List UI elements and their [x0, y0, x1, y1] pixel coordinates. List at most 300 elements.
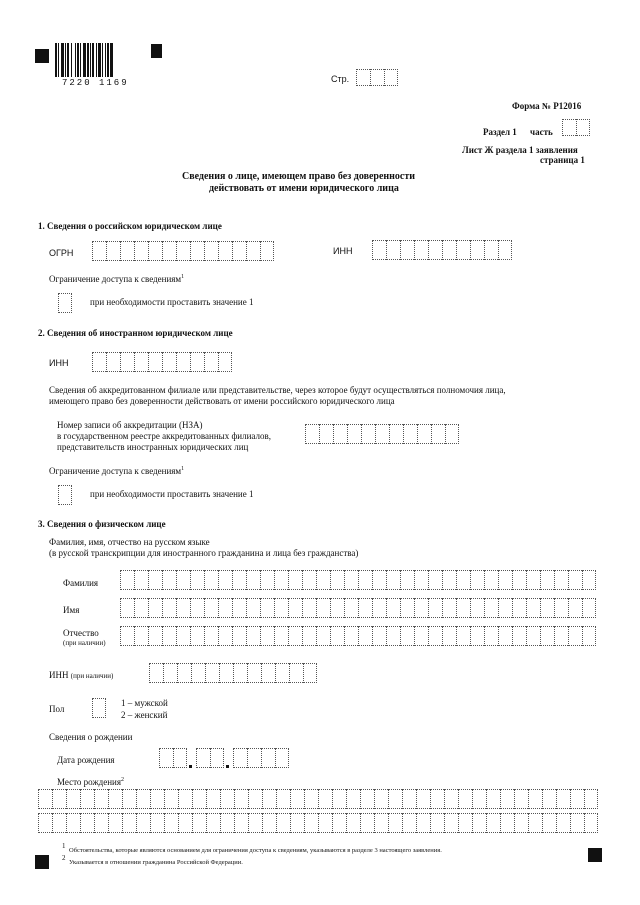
input-cell[interactable] — [92, 352, 106, 372]
input-cell[interactable] — [206, 813, 220, 833]
input-cell[interactable] — [220, 813, 234, 833]
input-cell[interactable] — [414, 598, 428, 618]
input-cell[interactable] — [386, 240, 400, 260]
section1-heading: 1. Сведения о российском юридическом лице — [38, 221, 222, 231]
input-cell[interactable] — [178, 789, 192, 809]
input-cell[interactable] — [486, 789, 500, 809]
input-cell[interactable] — [570, 813, 584, 833]
corner-marker-top-right — [151, 44, 162, 58]
input-cell[interactable] — [134, 598, 148, 618]
part-field[interactable] — [562, 119, 590, 136]
barcode-bar — [71, 43, 72, 77]
barcode-bar — [102, 43, 103, 77]
input-cell[interactable] — [470, 598, 484, 618]
nza-field[interactable] — [305, 424, 459, 444]
birth-year-field[interactable] — [233, 748, 289, 768]
page-subtitle: действовать от имени юридического лица — [209, 183, 399, 194]
input-cell[interactable] — [361, 424, 375, 444]
input-cell[interactable] — [512, 570, 526, 590]
input-cell[interactable] — [486, 813, 500, 833]
input-cell[interactable] — [445, 424, 459, 444]
input-cell[interactable] — [456, 626, 470, 646]
input-cell[interactable] — [164, 813, 178, 833]
input-cell[interactable] — [456, 570, 470, 590]
input-cell[interactable] — [290, 789, 304, 809]
input-cell[interactable] — [234, 789, 248, 809]
gender-option-2: 2 – женский — [121, 710, 168, 720]
input-cell[interactable] — [218, 626, 232, 646]
input-cell[interactable] — [484, 598, 498, 618]
input-cell[interactable] — [248, 789, 262, 809]
input-cell[interactable] — [498, 570, 512, 590]
footnote-2: Указывается в отношении гражданина Российской Федерации. — [69, 859, 243, 866]
input-cell[interactable] — [162, 598, 176, 618]
input-cell[interactable] — [191, 663, 205, 683]
input-cell[interactable] — [318, 813, 332, 833]
input-cell[interactable] — [498, 598, 512, 618]
input-cell[interactable] — [274, 570, 288, 590]
input-cell[interactable] — [372, 598, 386, 618]
input-cell[interactable] — [246, 626, 260, 646]
input-cell[interactable] — [330, 626, 344, 646]
input-cell[interactable] — [444, 789, 458, 809]
input-cell[interactable] — [528, 789, 542, 809]
input-cell[interactable] — [318, 789, 332, 809]
sheet-label: Лист Ж раздела 1 заявления — [462, 145, 578, 155]
input-cell[interactable] — [540, 626, 554, 646]
input-cell[interactable] — [582, 598, 596, 618]
input-cell[interactable] — [177, 663, 191, 683]
input-cell[interactable] — [386, 598, 400, 618]
input-cell[interactable] — [134, 626, 148, 646]
input-cell[interactable] — [232, 626, 246, 646]
input-cell[interactable] — [568, 598, 582, 618]
input-cell[interactable] — [514, 813, 528, 833]
input-cell[interactable] — [148, 626, 162, 646]
input-cell[interactable] — [542, 813, 556, 833]
input-cell[interactable] — [204, 570, 218, 590]
input-cell[interactable] — [444, 813, 458, 833]
input-cell[interactable] — [288, 570, 302, 590]
input-cell[interactable] — [388, 813, 402, 833]
input-cell[interactable] — [582, 570, 596, 590]
input-cell[interactable] — [372, 240, 386, 260]
gender-option-1: 1 – мужской — [121, 698, 168, 708]
input-cell[interactable] — [556, 813, 570, 833]
barcode-bar — [92, 43, 94, 77]
input-cell[interactable] — [430, 813, 444, 833]
input-cell[interactable] — [276, 813, 290, 833]
patronymic-field[interactable] — [120, 626, 596, 646]
input-cell[interactable] — [344, 598, 358, 618]
input-cell[interactable] — [417, 424, 431, 444]
input-cell[interactable] — [374, 813, 388, 833]
input-cell[interactable] — [344, 570, 358, 590]
barcode-bar — [105, 43, 106, 77]
input-cell[interactable] — [442, 598, 456, 618]
nza-label-2: в государственном реестре аккредитованных филиалов, — [57, 431, 271, 441]
ogrn-label: ОГРН — [49, 248, 74, 258]
input-cell[interactable] — [386, 626, 400, 646]
input-cell[interactable] — [540, 570, 554, 590]
input-cell[interactable] — [80, 813, 94, 833]
input-cell[interactable] — [528, 813, 542, 833]
input-cell[interactable] — [288, 598, 302, 618]
input-cell[interactable] — [512, 598, 526, 618]
input-cell[interactable] — [275, 663, 289, 683]
input-cell[interactable] — [106, 352, 120, 372]
input-cell[interactable] — [428, 626, 442, 646]
input-cell[interactable] — [400, 240, 414, 260]
birth-month-field[interactable] — [196, 748, 224, 768]
input-cell[interactable] — [233, 748, 247, 768]
input-cell[interactable] — [190, 241, 204, 261]
input-cell[interactable] — [375, 424, 389, 444]
input-cell[interactable] — [52, 789, 66, 809]
input-cell[interactable] — [500, 813, 514, 833]
input-cell[interactable] — [163, 663, 177, 683]
input-cell[interactable] — [248, 813, 262, 833]
input-cell[interactable] — [302, 598, 316, 618]
input-cell[interactable] — [246, 570, 260, 590]
input-cell[interactable] — [247, 748, 261, 768]
input-cell[interactable] — [173, 748, 187, 768]
input-cell[interactable] — [246, 241, 260, 261]
input-cell[interactable] — [472, 789, 486, 809]
corner-marker-bottom-right — [588, 848, 602, 862]
input-cell[interactable] — [178, 813, 192, 833]
input-cell[interactable] — [498, 626, 512, 646]
input-cell[interactable] — [232, 570, 246, 590]
date-separator-dot — [226, 765, 229, 768]
input-cell[interactable] — [190, 598, 204, 618]
input-cell[interactable] — [456, 598, 470, 618]
barcode-bar — [80, 43, 81, 77]
input-cell[interactable] — [584, 789, 598, 809]
surname-field[interactable] — [120, 570, 596, 590]
input-cell[interactable] — [514, 789, 528, 809]
input-cell[interactable] — [176, 570, 190, 590]
footnote-2-number: 2 — [62, 854, 66, 862]
barcode-bar — [61, 43, 64, 77]
input-cell[interactable] — [122, 789, 136, 809]
input-cell[interactable] — [122, 813, 136, 833]
input-cell[interactable] — [456, 240, 470, 260]
input-cell[interactable] — [402, 789, 416, 809]
input-cell[interactable] — [148, 598, 162, 618]
gender-label: Пол — [49, 704, 65, 714]
input-cell[interactable] — [108, 789, 122, 809]
input-cell[interactable] — [260, 598, 274, 618]
input-cell[interactable] — [360, 789, 374, 809]
input-cell[interactable] — [290, 813, 304, 833]
input-cell[interactable] — [204, 352, 218, 372]
input-cell[interactable] — [260, 626, 274, 646]
input-cell[interactable] — [38, 789, 52, 809]
barcode-bar — [65, 43, 66, 77]
footnote-1: Обстоятельства, которые являются основанием для ограничения доступа к сведениям, указываются в разделе 3 настоящего заявления. — [69, 847, 442, 854]
input-cell[interactable] — [400, 598, 414, 618]
input-cell[interactable] — [428, 598, 442, 618]
name-field[interactable] — [120, 598, 596, 618]
input-cell[interactable] — [80, 789, 94, 809]
input-cell[interactable] — [416, 813, 430, 833]
input-cell[interactable] — [136, 813, 150, 833]
input-cell[interactable] — [319, 424, 333, 444]
input-cell[interactable] — [330, 598, 344, 618]
input-cell[interactable] — [346, 813, 360, 833]
input-cell[interactable] — [260, 570, 274, 590]
input-cell[interactable] — [148, 241, 162, 261]
input-cell[interactable] — [304, 789, 318, 809]
input-cell[interactable] — [568, 570, 582, 590]
input-cell[interactable] — [232, 241, 246, 261]
input-cell[interactable] — [246, 598, 260, 618]
input-cell[interactable] — [458, 813, 472, 833]
input-cell[interactable] — [542, 789, 556, 809]
input-cell[interactable] — [556, 789, 570, 809]
inn-label-foreign: ИНН — [49, 358, 69, 368]
input-cell[interactable] — [484, 570, 498, 590]
input-cell[interactable] — [416, 789, 430, 809]
birth-day-field[interactable] — [159, 748, 187, 768]
input-cell[interactable] — [389, 424, 403, 444]
input-cell[interactable] — [428, 240, 442, 260]
input-cell[interactable] — [414, 626, 428, 646]
input-cell[interactable] — [302, 626, 316, 646]
input-cell[interactable] — [247, 663, 261, 683]
input-cell[interactable] — [190, 352, 204, 372]
input-cell[interactable] — [162, 570, 176, 590]
input-cell[interactable] — [210, 748, 224, 768]
input-cell[interactable] — [305, 424, 319, 444]
input-cell[interactable] — [120, 570, 134, 590]
section3-heading: 3. Сведения о физическом лице — [38, 519, 166, 529]
input-cell[interactable] — [442, 570, 456, 590]
input-cell[interactable] — [190, 570, 204, 590]
input-cell[interactable] — [372, 570, 386, 590]
input-cell[interactable] — [260, 241, 274, 261]
input-cell[interactable] — [358, 598, 372, 618]
input-cell[interactable] — [218, 570, 232, 590]
input-cell[interactable] — [205, 663, 219, 683]
birth-place-field-row2[interactable] — [38, 813, 598, 833]
input-cell[interactable] — [94, 789, 108, 809]
input-cell[interactable] — [442, 240, 456, 260]
birth-place-label: Место рождения$^2$ — [57, 777, 125, 787]
input-cell[interactable] — [176, 241, 190, 261]
input-cell[interactable] — [149, 663, 163, 683]
input-cell[interactable] — [218, 598, 232, 618]
input-cell[interactable] — [400, 570, 414, 590]
input-cell[interactable] — [332, 813, 346, 833]
nza-label-3: представительств иностранных юридических лиц — [57, 442, 249, 452]
input-cell[interactable] — [220, 789, 234, 809]
input-cell[interactable] — [540, 598, 554, 618]
input-cell[interactable] — [304, 813, 318, 833]
input-cell[interactable] — [400, 626, 414, 646]
input-cell[interactable] — [332, 789, 346, 809]
input-cell[interactable] — [414, 240, 428, 260]
input-cell[interactable] — [470, 626, 484, 646]
input-cell[interactable] — [120, 626, 134, 646]
input-cell[interactable] — [347, 424, 361, 444]
input-cell[interactable] — [162, 352, 176, 372]
input-cell[interactable] — [303, 663, 317, 683]
input-cell[interactable] — [584, 813, 598, 833]
input-cell[interactable] — [484, 240, 498, 260]
input-cell[interactable] — [261, 663, 275, 683]
branch-text-2: имеющего право без доверенности действовать от имени российского юридического лица — [49, 396, 395, 406]
restrict-label-2: Ограничение доступа к сведениям$^1$ — [49, 466, 185, 476]
birth-place-field-row1[interactable] — [38, 789, 598, 809]
input-cell[interactable] — [414, 570, 428, 590]
input-cell[interactable] — [192, 789, 206, 809]
input-cell[interactable] — [66, 813, 80, 833]
input-cell[interactable] — [330, 570, 344, 590]
input-cell[interactable] — [134, 570, 148, 590]
input-cell[interactable] — [316, 626, 330, 646]
input-cell[interactable] — [92, 241, 106, 261]
input-cell[interactable] — [554, 598, 568, 618]
input-cell[interactable] — [204, 241, 218, 261]
input-cell[interactable] — [470, 240, 484, 260]
input-cell[interactable] — [526, 626, 540, 646]
input-cell[interactable] — [204, 626, 218, 646]
input-cell[interactable] — [358, 570, 372, 590]
input-cell[interactable] — [526, 570, 540, 590]
input-cell[interactable] — [176, 598, 190, 618]
corner-marker-top-left — [35, 49, 49, 63]
inn-field-ru[interactable] — [372, 240, 512, 260]
input-cell[interactable] — [470, 570, 484, 590]
page-number-field[interactable] — [356, 69, 398, 86]
input-cell[interactable] — [500, 789, 514, 809]
input-cell[interactable] — [192, 813, 206, 833]
restrict-field-1[interactable] — [58, 293, 72, 313]
input-cell[interactable] — [120, 241, 134, 261]
input-cell[interactable] — [403, 424, 417, 444]
input-cell[interactable] — [316, 598, 330, 618]
input-cell[interactable] — [120, 598, 134, 618]
input-cell[interactable] — [150, 813, 164, 833]
input-cell[interactable] — [66, 789, 80, 809]
input-cell[interactable] — [582, 626, 596, 646]
restrict-field-2[interactable] — [58, 485, 72, 505]
input-cell[interactable] — [570, 789, 584, 809]
input-cell[interactable] — [150, 789, 164, 809]
input-cell[interactable] — [218, 241, 232, 261]
inn-field-foreign[interactable] — [92, 352, 232, 372]
input-cell[interactable] — [274, 598, 288, 618]
input-cell[interactable] — [234, 813, 248, 833]
input-cell[interactable] — [162, 626, 176, 646]
input-cell[interactable] — [219, 663, 233, 683]
page-label: Стр. — [331, 74, 350, 84]
input-cell[interactable] — [134, 352, 148, 372]
input-cell[interactable] — [162, 241, 176, 261]
restrict-hint-2: при необходимости проставить значение 1 — [90, 489, 254, 499]
input-cell[interactable] — [472, 813, 486, 833]
input-cell[interactable] — [554, 626, 568, 646]
input-cell[interactable] — [120, 352, 134, 372]
input-cell[interactable] — [386, 570, 400, 590]
input-cell[interactable] — [261, 748, 275, 768]
inn-label-ru: ИНН — [333, 246, 353, 256]
input-cell[interactable] — [232, 598, 246, 618]
input-cell[interactable] — [148, 352, 162, 372]
input-cell[interactable] — [262, 813, 276, 833]
input-cell[interactable] — [360, 813, 374, 833]
input-cell[interactable] — [190, 626, 204, 646]
input-cell[interactable] — [108, 813, 122, 833]
part-label: часть — [530, 127, 553, 137]
input-cell[interactable] — [52, 813, 66, 833]
input-cell[interactable] — [431, 424, 445, 444]
input-cell[interactable] — [218, 352, 232, 372]
input-cell[interactable] — [276, 789, 290, 809]
input-cell[interactable] — [106, 241, 120, 261]
input-cell[interactable] — [176, 352, 190, 372]
input-cell[interactable] — [568, 626, 582, 646]
input-cell[interactable] — [512, 626, 526, 646]
input-cell[interactable] — [498, 240, 512, 260]
input-cell[interactable] — [94, 813, 108, 833]
inn-field-person[interactable] — [149, 663, 317, 683]
input-cell[interactable] — [458, 789, 472, 809]
ogrn-field[interactable] — [92, 241, 274, 261]
input-cell[interactable] — [134, 241, 148, 261]
input-cell[interactable] — [148, 570, 162, 590]
input-cell[interactable] — [374, 789, 388, 809]
input-cell[interactable] — [484, 626, 498, 646]
input-cell[interactable] — [346, 789, 360, 809]
input-cell[interactable] — [430, 789, 444, 809]
barcode — [55, 43, 137, 77]
input-cell[interactable] — [288, 626, 302, 646]
name-label: Имя — [63, 605, 80, 615]
input-cell[interactable] — [402, 813, 416, 833]
input-cell[interactable] — [554, 570, 568, 590]
input-cell[interactable] — [428, 570, 442, 590]
date-separator-dot — [189, 765, 192, 768]
input-cell[interactable] — [159, 748, 173, 768]
input-cell[interactable] — [526, 598, 540, 618]
input-cell[interactable] — [233, 663, 247, 683]
input-cell[interactable] — [372, 626, 386, 646]
input-cell[interactable] — [275, 748, 289, 768]
input-cell[interactable] — [289, 663, 303, 683]
input-cell[interactable] — [164, 789, 178, 809]
input-cell[interactable] — [333, 424, 347, 444]
input-cell[interactable] — [274, 626, 288, 646]
input-cell[interactable] — [196, 748, 210, 768]
input-cell[interactable] — [388, 789, 402, 809]
gender-field[interactable] — [92, 698, 106, 718]
input-cell[interactable] — [316, 570, 330, 590]
input-cell[interactable] — [302, 570, 316, 590]
barcode-bar — [75, 43, 76, 77]
input-cell[interactable] — [442, 626, 456, 646]
input-cell[interactable] — [204, 598, 218, 618]
input-cell[interactable] — [38, 813, 52, 833]
input-cell[interactable] — [206, 789, 220, 809]
input-cell[interactable] — [358, 626, 372, 646]
input-cell[interactable] — [344, 626, 358, 646]
input-cell[interactable] — [136, 789, 150, 809]
input-cell[interactable] — [262, 789, 276, 809]
input-cell[interactable] — [176, 626, 190, 646]
